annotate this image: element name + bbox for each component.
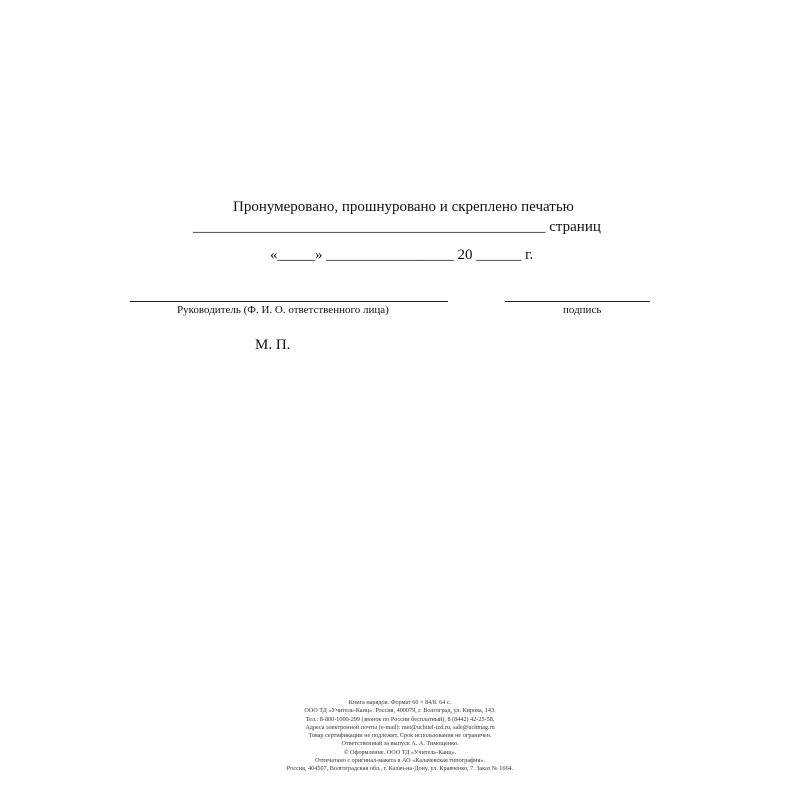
imprint-line: Ответственный за выпуск А. А. Тимощенко. <box>341 740 459 748</box>
pages-count-blank: _______________________________________________ <box>193 219 546 235</box>
imprint-line: Россия, 404507, Волгоградская обл., г. Калач-на-Дону, ул. Кравченко, 7. Заказ № 1664. <box>286 765 514 773</box>
imprint-line: Книга нарядов. Формат 60 × 84/8. 64 с. <box>348 699 452 706</box>
publisher-imprint <box>200 699 600 774</box>
signature-rule <box>505 301 650 302</box>
imprint-line: Адреса электронной почты (e-mail): met@uchitel-izd.ru, sale@uchmag.ru <box>305 723 495 731</box>
imprint-line: Товар сертификации не подлежит. Срок использования не ограничен. <box>308 732 492 740</box>
imprint-line: Отпечатано с оригинал-макета в АО «Калачевская типография». <box>315 757 485 765</box>
date-line: «_____» _________________ 20 ______ г. <box>270 247 534 263</box>
pages-label: страниц <box>549 219 601 235</box>
stamp-place-label: М. П. <box>255 337 291 353</box>
imprint-line: © Оформление. ООО ТД «Учитель-Канц». <box>343 748 457 756</box>
pages-count-line <box>193 219 601 236</box>
manager-label: Руководитель (Ф. И. О. ответственного лица) <box>177 304 389 316</box>
signature-label: подпись <box>563 304 602 316</box>
manager-name-rule <box>130 301 448 302</box>
certification-heading: Пронумеровано, прошнуровано и скреплено печатью <box>233 199 574 215</box>
imprint-line: Тел.: 8-800-1000-299 (звонок по России бесплатный), 8 (8442) 42-25-58. <box>305 715 495 723</box>
imprint-line: ООО ТД «Учитель-Канц». Россия, 400079, г. Волгоград, ул. Кирова, 143. <box>304 707 496 715</box>
